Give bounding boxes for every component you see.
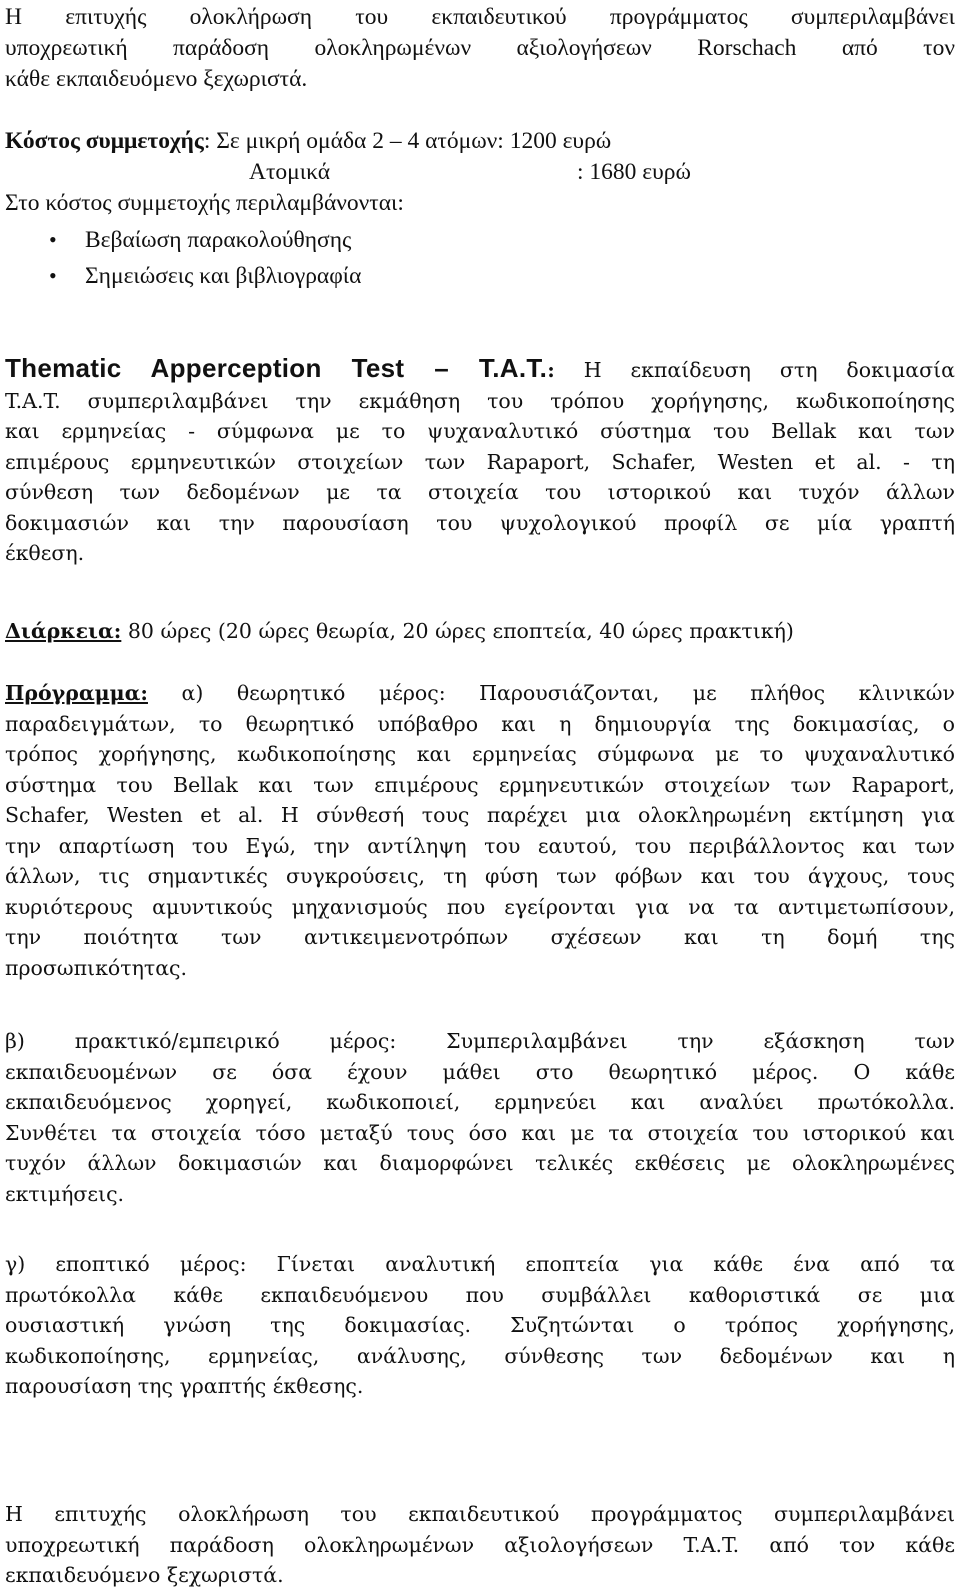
cost-includes-intro: Στο κόστος συμμετοχής περιλαμβάνονται: (5, 190, 404, 216)
text-line: κάθε εκπαιδευόμενο ξεχωριστά. (5, 66, 308, 92)
text-line: τυχόν άλλων δοκιμασιών και διαμορφώνει τελικές εκθέσεις με ολοκληρωμένες (5, 1151, 955, 1175)
text-line: εκπαιδευομένων σε όσα έχουν μάθει στο θεωρητικό μέρος. Ο κάθε (5, 1059, 955, 1084)
text-line: T.A.T. συμπεριλαμβάνει την εκμάθηση του τρόπου χορήγησης, κωδικοποίησης (5, 388, 955, 413)
practical-section (5, 1026, 955, 1209)
tat-heading-line (5, 353, 955, 386)
text-line: έκθεση. (5, 541, 85, 565)
text-line: Η επιτυχής ολοκλήρωση του εκπαιδευτικού προγράμματος συμπεριλαμβάνει (5, 4, 955, 30)
program-label: Πρόγραμμα: (5, 681, 148, 705)
cost-individual-price: : 1680 ευρώ (577, 159, 691, 185)
tat-title-rest: Η εκπαίδευση στη δοκιμασία (583, 358, 955, 382)
cost-includes-list (5, 222, 955, 294)
cost-individual-line (5, 157, 955, 188)
tat-title: Thematic Apperception Test – T.A.T. (5, 353, 548, 383)
text-line: επιμέρους ερμηνευτικών στοιχείων των Rapaport, Schafer, Westen et al. - τη (5, 449, 955, 474)
text-line: Συνθέτει τα στοιχεία τόσο μεταξύ τους όσο και με τα στοιχεία του ιστορικού και (5, 1120, 955, 1145)
program-section (5, 678, 955, 983)
text-line: υποχρεωτική παράδοση ολοκληρωμένων αξιολογήσεων T.A.T. από τον κάθε (5, 1532, 955, 1557)
duration-text: 80 ώρες (20 ώρες θεωρία, 20 ώρες εποπτεία, 40 ώρες πρακτική) (127, 619, 794, 643)
cost-colon: : (203, 128, 211, 154)
cost-individual-label: Ατομικά (249, 159, 331, 185)
text-line: υποχρεωτική παράδοση ολοκληρωμένων αξιολογήσεων Rorschach από τον (5, 35, 955, 61)
duration-label: Διάρκεια: (5, 619, 122, 643)
text-line: παρουσίαση της γραπτής έκθεσης. (5, 1374, 364, 1398)
duration-line (5, 616, 955, 647)
text-line: παραδειγμάτων, το θεωρητικό υπόβαθρο και η δημιουργία της δοκιμασίας, ο (5, 711, 955, 736)
text-line: σύνθεση των δεδομένων με τα στοιχεία του ιστορικού και τυχόν άλλων (5, 480, 955, 504)
tat-section (5, 353, 955, 569)
supervision-section (5, 1249, 955, 1402)
text-line: Schafer, Westen et al. Η σύνθεσή τους παρέχει μια ολοκληρωμένη εκτίμηση για (5, 803, 955, 827)
text-line: γ) εποπτικό μέρος: Γίνεται αναλυτική εποπτεία για κάθε ένα από τα (5, 1252, 955, 1276)
text-line: Η επιτυχής ολοκλήρωση του εκπαιδευτικού προγράμματος συμπεριλαμβάνει (5, 1502, 955, 1526)
text-line: την απαρτίωση του Εγώ, την αντίληψη του εαυτού, του περιβάλλοντος και των (5, 833, 955, 858)
program-first-line (5, 678, 955, 709)
text-line: εκπαιδευόμενος χορηγεί, κωδικοποιεί, ερμηνεύει και αναλύει πρωτόκολλα. (5, 1090, 955, 1114)
text-line: και ερμηνείας - σύμφωνα με το ψυχαναλυτικό σύστημα του Bellak και των (5, 419, 955, 443)
text-line: β) πρακτικό/εμπειρικό μέρος: Συμπεριλαμβάνει την εξάσκηση των (5, 1029, 955, 1053)
tat-title-colon: : (547, 358, 555, 382)
text-line: τρόπος χορήγησης, κωδικοποίησης και ερμηνείας σύμφωνα με το ψυχαναλυτικό (5, 742, 955, 766)
cost-label: Κόστος συμμετοχής (5, 128, 204, 154)
text-line: σύστημα του Bellak και των επιμέρους ερμηνευτικών στοιχείων των Rapaport, (5, 772, 955, 797)
cost-group-line (5, 126, 955, 157)
cost-section (5, 126, 955, 294)
text-line: πρωτόκολλα κάθε εκπαιδευόμενου που συμβάλλει καθοριστικά σε μια (5, 1282, 955, 1307)
tat-completion-paragraph (5, 1499, 955, 1591)
program-first-line-rest: α) θεωρητικό μέρος: Παρουσιάζονται, με πλήθος κλινικών (181, 681, 955, 705)
list-item: • Σημειώσεις και βιβλιογραφία (5, 258, 955, 294)
text-line: κυριότερους αμυντικούς μηχανισμούς που εγείρονται για να τα αντιμετωπίσουν, (5, 894, 955, 919)
text-line: δοκιμασιών και την παρουσίαση του ψυχολογικού προφίλ σε μία γραπτή (5, 510, 955, 535)
text-line: εκπαιδευόμενο ξεχωριστά. (5, 1563, 284, 1587)
cost-group: Σε μικρή ομάδα 2 – 4 ατόμων: 1200 ευρώ (216, 128, 612, 154)
text-line: εκτιμήσεις. (5, 1181, 125, 1206)
text-line: προσωπικότητας. (5, 955, 188, 980)
text-line: την ποιότητα των αντικειμενοτρόπων σχέσεων και τη δομή της (5, 925, 955, 949)
duration-section (5, 616, 955, 647)
rorschach-completion-paragraph (5, 2, 955, 95)
text-line: κωδικοποίησης, ερμηνείας, ανάλυσης, σύνθεσης των δεδομένων και η (5, 1343, 955, 1368)
list-item: • Βεβαίωση παρακολούθησης (5, 222, 955, 258)
text-line: ουσιαστική γνώση της δοκιμασίας. Συζητώνται ο τρόπος χορήγησης, (5, 1313, 955, 1337)
text-line: άλλων, τις σημαντικές συγκρούσεις, τη φύση των φόβων και του άγχους, τους (5, 864, 955, 888)
